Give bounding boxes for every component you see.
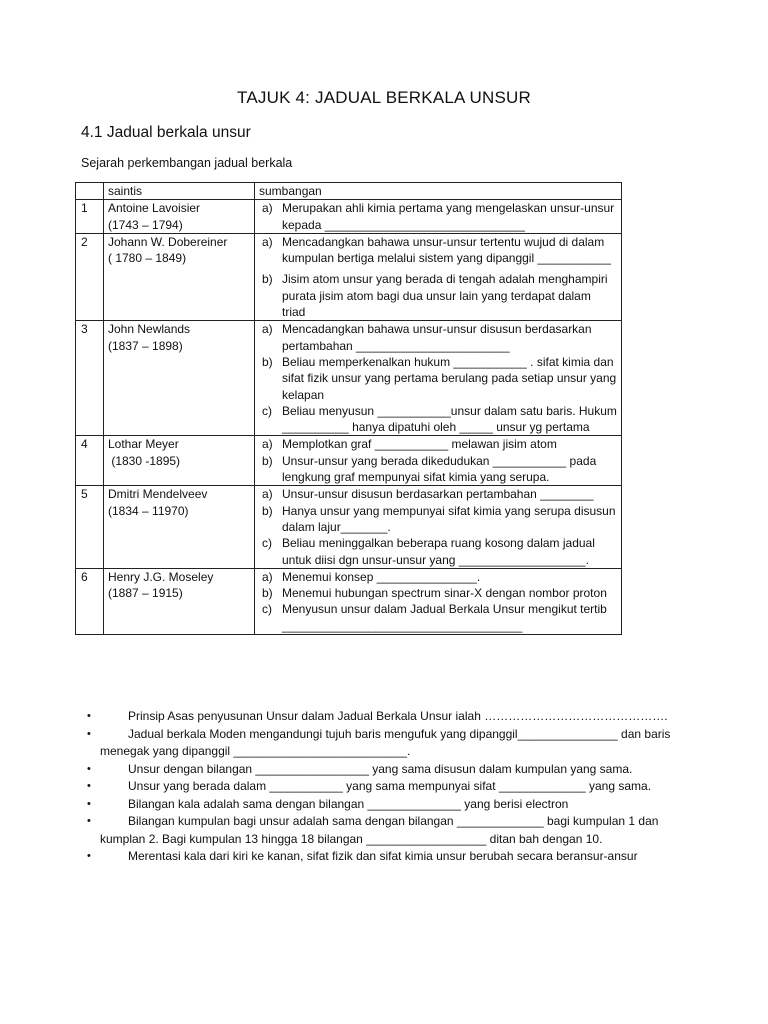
row-number: 5 <box>76 486 104 568</box>
bullet-text: Merentasi kala dari kiri ke kanan, sifat fizik dan sifat kimia unsur berubah secara beransur-ansur <box>128 849 638 863</box>
item-label: c) <box>262 602 272 617</box>
item-label: b) <box>262 586 273 601</box>
scientist-cell <box>104 436 255 486</box>
contribution-cell <box>255 436 622 486</box>
bullet-dot-icon: • <box>87 850 91 862</box>
scientist-name: Lothar Meyer <box>108 437 179 452</box>
item-text: Memplotkan graf ___________ melawan jisim atom <box>282 437 557 452</box>
bullet-item <box>80 761 680 779</box>
bullet-item <box>80 796 680 814</box>
scientist-cell <box>104 568 255 634</box>
contribution-cell <box>255 321 622 436</box>
table-row <box>76 233 622 320</box>
item-text: Menemui hubungan spectrum sinar-X dengan nombor proton <box>282 586 607 601</box>
summary-bullet-list <box>80 708 680 866</box>
contribution-item <box>259 271 617 320</box>
bullet-dot-icon: • <box>87 727 91 740</box>
scientist-name: Henry J.G. Moseley <box>108 569 214 584</box>
item-label: a) <box>262 234 273 249</box>
table-header-row <box>76 183 622 200</box>
contribution-item <box>259 200 617 233</box>
scientist-cell <box>104 233 255 320</box>
header-scientist: saintis <box>104 183 255 200</box>
scientist-years: (1887 – 1915) <box>108 586 183 601</box>
scientist-years: (1830 -1895) <box>108 453 181 468</box>
item-label: a) <box>262 569 273 584</box>
contribution-item <box>259 403 617 436</box>
contribution-item <box>259 585 617 601</box>
scientist-name: Johann W. Dobereiner <box>108 234 228 249</box>
scientist-cell <box>104 486 255 568</box>
item-label: c) <box>262 403 272 418</box>
contribution-cell <box>255 486 622 568</box>
item-label: a) <box>262 487 273 502</box>
item-text: Beliau menyusun ___________unsur dalam satu baris. Hukum __________ hanya dipatuhi oleh _____ unsur yg pertama <box>282 403 617 435</box>
item-label: a) <box>262 201 273 216</box>
scientist-years: ( 1780 – 1849) <box>108 251 187 266</box>
row-number: 2 <box>76 233 104 320</box>
contribution-cell <box>255 568 622 634</box>
contribution-item <box>259 601 617 634</box>
item-text: Menemui konsep _______________. <box>282 569 481 584</box>
item-text: Merupakan ahli kimia pertama yang mengelaskan unsur-unsur kepada ______________________________ <box>282 201 615 232</box>
contribution-item <box>259 354 617 403</box>
bullet-text: Prinsip Asas penyusunan Unsur dalam Jadual Berkala Unsur ialah ………………………………………. <box>128 709 668 723</box>
bullet-text: Unsur dengan bilangan _________________ yang sama disusun dalam kumpulan yang sama. <box>128 761 633 776</box>
row-number: 1 <box>76 200 104 234</box>
item-text: Beliau memperkenalkan hukum ___________ . sifat kimia dan sifat fizik unsur yang pertama berulang pada setiap unsur yang kelapan <box>282 354 617 402</box>
item-text: Mencadangkan bahawa unsur-unsur tertentu wujud di dalam kumpulan bertiga melalui sistem yang dipanggil ___________ <box>282 234 611 266</box>
bullet-text: Bilangan kumpulan bagi unsur adalah sama dengan bilangan _____________ bagi kumpulan 1 dan kumplan 2. Bagi kumpulan 13 hingga 18 bilangan __________________ ditan bah dengan 10. <box>100 814 659 846</box>
header-contribution: sumbangan <box>255 183 622 200</box>
contribution-item <box>259 486 617 502</box>
bullet-text: Jadual berkala Moden mengandungi tujuh baris mengufuk yang dipanggil_______________ dan baris menegak yang dipanggil __________________________. <box>100 726 671 758</box>
contribution-item <box>259 503 617 536</box>
contribution-item <box>259 535 617 568</box>
item-text: Hanya unsur yang mempunyai sifat kimia yang serupa disusun dalam lajur_______. <box>282 503 616 534</box>
scientist-name: Dmitri Mendelveev <box>108 487 208 502</box>
item-label: b) <box>262 503 273 518</box>
section-heading: 4.1 Jadual berkala unsur <box>81 124 251 141</box>
bullet-dot-icon: • <box>87 780 91 792</box>
item-text: Menyusun unsur dalam Jadual Berkala Unsur mengikut tertib ____________________________________ <box>282 602 607 633</box>
item-text: Jisim atom unsur yang berada di tengah adalah menghampiri purata jisim atom bagi dua unsur lain yang terdapat dalam triad <box>282 272 608 320</box>
scientist-name: Antoine Lavoisier <box>108 201 201 216</box>
bullet-dot-icon: • <box>87 710 91 722</box>
scientist-name: John Newlands <box>108 322 191 337</box>
scientist-years: (1743 – 1794) <box>108 217 183 232</box>
header-number-cell <box>76 183 104 200</box>
bullet-text: Unsur yang berada dalam ___________ yang sama mempunyai sifat _____________ yang sama. <box>128 779 652 793</box>
contribution-cell <box>255 200 622 234</box>
item-label: a) <box>262 322 273 337</box>
contribution-item <box>259 453 617 486</box>
item-text: Mencadangkan bahawa unsur-unsur disusun berdasarkan pertambahan _______________________ <box>282 322 592 353</box>
table-row <box>76 436 622 486</box>
item-label: a) <box>262 437 273 452</box>
contribution-item <box>259 436 617 452</box>
scientist-cell <box>104 321 255 436</box>
row-number: 6 <box>76 568 104 634</box>
bullet-item <box>80 813 680 848</box>
table-row <box>76 200 622 234</box>
bullet-dot-icon: • <box>87 797 91 810</box>
row-number: 3 <box>76 321 104 436</box>
bullet-text: Bilangan kala adalah sama dengan bilangan ______________ yang berisi electron <box>128 796 569 811</box>
row-number: 4 <box>76 436 104 486</box>
bullet-item <box>80 848 680 866</box>
contribution-item <box>259 321 617 354</box>
table-row <box>76 568 622 634</box>
table-row <box>76 321 622 436</box>
item-text: Unsur-unsur yang berada dikedudukan ___________ pada lengkung graf mempunyai sifat kimia yang serupa. <box>282 453 597 485</box>
item-label: b) <box>262 272 273 287</box>
contribution-cell <box>255 233 622 320</box>
scientist-years: (1834 – 11970) <box>108 503 189 518</box>
table-row <box>76 486 622 568</box>
item-label: c) <box>262 536 272 551</box>
contribution-item <box>259 234 617 267</box>
bullet-item <box>80 726 680 761</box>
contribution-item <box>259 569 617 585</box>
item-label: b) <box>262 453 273 468</box>
bullet-dot-icon: • <box>87 762 91 775</box>
scientist-history-table <box>75 182 622 635</box>
page-title: TAJUK 4: JADUAL BERKALA UNSUR <box>237 88 531 107</box>
scientist-cell <box>104 200 255 234</box>
item-text: Unsur-unsur disusun berdasarkan pertambahan ________ <box>282 487 594 502</box>
table-caption: Sejarah perkembangan jadual berkala <box>81 156 293 170</box>
scientist-years: (1837 – 1898) <box>108 338 183 353</box>
item-text: Beliau meninggalkan beberapa ruang kosong dalam jadual untuk diisi dgn unsur-unsur yang ___________________. <box>282 536 595 567</box>
item-label: b) <box>262 354 273 369</box>
bullet-dot-icon: • <box>87 815 91 827</box>
bullet-item <box>80 708 680 726</box>
bullet-item <box>80 778 680 796</box>
